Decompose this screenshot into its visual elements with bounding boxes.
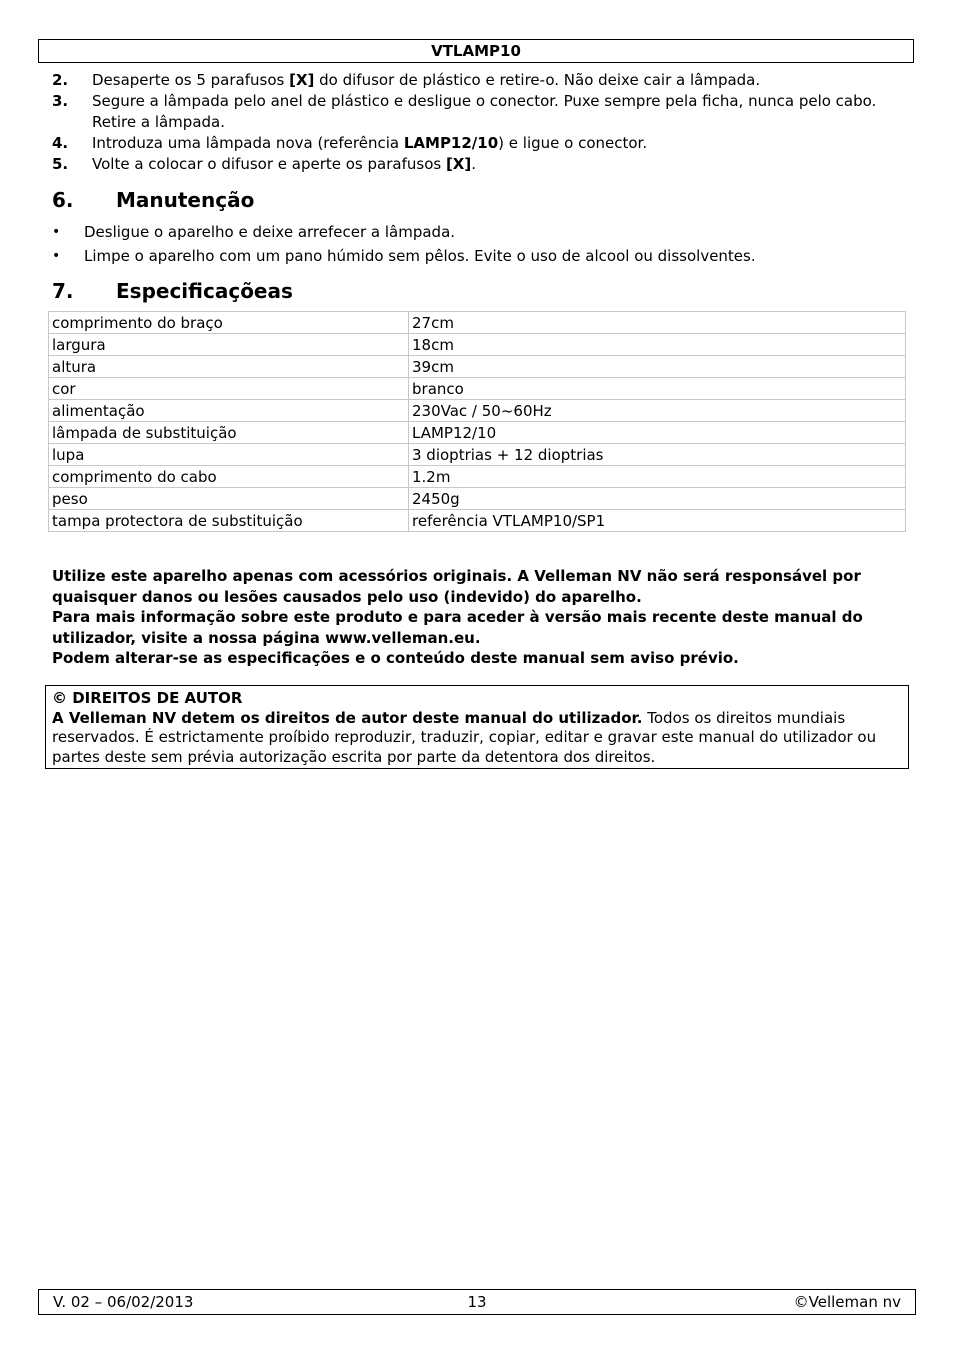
spec-value: 2450g bbox=[409, 488, 906, 510]
section-title: Manutenção bbox=[116, 188, 255, 212]
bullet-icon: • bbox=[52, 224, 61, 240]
notice-block bbox=[52, 566, 912, 669]
step-text bbox=[92, 91, 892, 133]
notice-more-info: Para mais informação sobre este produto e para aceder à versão mais recente deste manual do utilizador, visite a nossa página www.velleman.eu. bbox=[52, 608, 863, 647]
step-text-part: do difusor de plástico e retire-o. Não deixe cair a lâmpada. bbox=[314, 71, 761, 89]
section-7-heading bbox=[52, 279, 293, 303]
step-text bbox=[92, 154, 892, 175]
copyright-box bbox=[45, 685, 909, 769]
steps-list bbox=[52, 70, 892, 175]
footer-version: V. 02 – 06/02/2013 bbox=[53, 1293, 194, 1311]
spec-label: tampa protectora de substituição bbox=[49, 510, 409, 532]
spec-label: comprimento do cabo bbox=[49, 466, 409, 488]
copyright-lead: A Velleman NV detem os direitos de autor deste manual do utilizador. bbox=[52, 708, 643, 727]
step-number: 3. bbox=[52, 92, 69, 110]
spec-value: 3 dioptrias + 12 dioptrias bbox=[409, 444, 906, 466]
table-row bbox=[49, 334, 906, 356]
table-row bbox=[49, 422, 906, 444]
table-row bbox=[49, 356, 906, 378]
footer-page-number: 13 bbox=[467, 1293, 487, 1311]
bullet-icon: • bbox=[52, 248, 61, 264]
spec-label: cor bbox=[49, 378, 409, 400]
step-text bbox=[92, 70, 892, 91]
step-item bbox=[52, 154, 892, 175]
step-text-part: . bbox=[471, 155, 477, 173]
copyright-title: © DIREITOS DE AUTOR bbox=[52, 689, 243, 707]
bullet-item bbox=[52, 244, 912, 268]
model-title: VTLAMP10 bbox=[431, 42, 521, 60]
step-number: 4. bbox=[52, 134, 69, 152]
table-row bbox=[49, 488, 906, 510]
step-text-part: ) e ligue o conector. bbox=[498, 134, 648, 152]
step-text-bold: [X] bbox=[445, 155, 472, 173]
step-item bbox=[52, 133, 892, 154]
spec-value: referência VTLAMP10/SP1 bbox=[409, 510, 906, 532]
step-text-part: Volte a colocar o difusor e aperte os parafusos bbox=[92, 155, 446, 173]
bullet-item bbox=[52, 220, 912, 244]
spec-value: 18cm bbox=[409, 334, 906, 356]
specifications-table bbox=[48, 311, 906, 532]
table-row bbox=[49, 378, 906, 400]
section-title: Especificaçõeas bbox=[116, 279, 293, 303]
copyright-body: Todos os direitos mundiais reservados. É estrictamente proíbido reproduzir, traduzir, copiar, editar e gravar este manual do utilizador ou partes deste sem prévia autorização escrita por parte da detentora dos direitos. bbox=[52, 708, 877, 766]
spec-label: peso bbox=[49, 488, 409, 510]
step-text-bold: [X] bbox=[289, 71, 315, 89]
step-text-bold: LAMP12/10 bbox=[403, 134, 499, 152]
spec-label: alimentação bbox=[49, 400, 409, 422]
section-number: 6. bbox=[52, 188, 74, 212]
spec-value: LAMP12/10 bbox=[409, 422, 906, 444]
spec-value: 1.2m bbox=[409, 466, 906, 488]
copyright-text bbox=[52, 709, 902, 768]
step-item bbox=[52, 91, 892, 133]
page-header bbox=[38, 39, 914, 63]
footer-company: ©Velleman nv bbox=[793, 1293, 901, 1311]
bullet-text: Desligue o aparelho e deixe arrefecer a lâmpada. bbox=[84, 223, 456, 241]
spec-value: 27cm bbox=[409, 312, 906, 334]
step-item bbox=[52, 70, 892, 91]
section-number: 7. bbox=[52, 279, 74, 303]
spec-label: largura bbox=[49, 334, 409, 356]
step-number: 2. bbox=[52, 71, 69, 89]
spec-label: lâmpada de substituição bbox=[49, 422, 409, 444]
spec-label: comprimento do braço bbox=[49, 312, 409, 334]
step-text-part: Introduza uma lâmpada nova (referência bbox=[92, 134, 404, 152]
notice-accessories: Utilize este aparelho apenas com acessórios originais. A Velleman NV não será responsável por quaisquer danos ou lesões causados pelo uso (indevido) do aparelho. bbox=[52, 567, 861, 606]
spec-value: 230Vac / 50~60Hz bbox=[409, 400, 906, 422]
table-row bbox=[49, 444, 906, 466]
step-text bbox=[92, 133, 892, 154]
maintenance-list bbox=[52, 220, 912, 268]
step-text-part: Segure a lâmpada pelo anel de plástico e desligue o conector. Puxe sempre pela ficha, nunca pelo cabo. Retire a lâmpada. bbox=[92, 92, 877, 131]
step-text-part: Desaperte os 5 parafusos bbox=[92, 71, 290, 89]
spec-label: altura bbox=[49, 356, 409, 378]
table-row bbox=[49, 510, 906, 532]
step-number: 5. bbox=[52, 155, 69, 173]
spec-label: lupa bbox=[49, 444, 409, 466]
table-row bbox=[49, 312, 906, 334]
page-footer bbox=[38, 1289, 916, 1315]
spec-value: 39cm bbox=[409, 356, 906, 378]
table-row bbox=[49, 400, 906, 422]
notice-changes: Podem alterar-se as especificações e o conteúdo deste manual sem aviso prévio. bbox=[52, 649, 739, 667]
spec-value: branco bbox=[409, 378, 906, 400]
table-row bbox=[49, 466, 906, 488]
section-6-heading bbox=[52, 188, 254, 212]
bullet-text: Limpe o aparelho com um pano húmido sem pêlos. Evite o uso de alcool ou dissolventes. bbox=[84, 247, 756, 265]
